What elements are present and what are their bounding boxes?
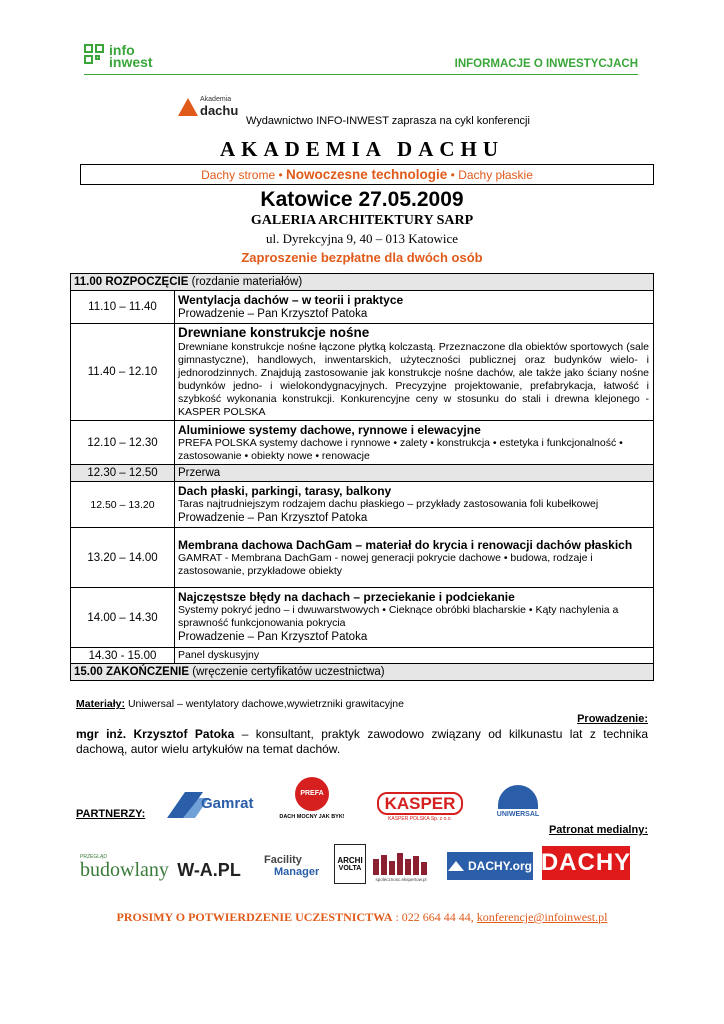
- gamrat-logo: [163, 784, 258, 824]
- event-tagline: [80, 164, 654, 185]
- row-body: GAMRAT - Membrana DachGam - nowej generacji pokrycie dachowe • budowa, rodzaje i zastosowanie, przykładowe obiekty: [178, 551, 593, 577]
- invite-note: Zaproszenie bezpłatne dla dwóch osób: [241, 250, 483, 265]
- info-inwest-logo-icon: [84, 44, 106, 68]
- row-time: 11.40 – 12.10: [71, 324, 175, 421]
- agenda-start-row: [71, 274, 654, 291]
- table-row: [71, 482, 654, 528]
- row-time: 12.30 – 12.50: [71, 465, 175, 482]
- materials-text: Uniwersal – wentylatory dachowe,wywietrzniki grawitacyjne: [127, 698, 404, 710]
- roof-icon: [178, 98, 198, 116]
- logo-akademia: Akademia: [200, 96, 232, 103]
- lecturer-desc: – konsultant, praktyk zawodowo związany od kilkunastu lat z technika dachową, autor wielu artykułów na temat dachów.: [76, 727, 648, 756]
- facility-line2: Manager: [274, 866, 320, 878]
- agenda-end-row: [71, 664, 654, 681]
- prefa-slogan: DACH MOCNY JAK BYK!: [279, 813, 345, 820]
- przeglad-budowlany-logo: [80, 852, 170, 882]
- row-time: 12.50 – 13.20: [71, 482, 175, 528]
- row-time: 14.00 – 14.30: [71, 588, 175, 648]
- start-label: 11.00 ROZPOCZĘCIE: [74, 276, 189, 288]
- lecturer-bio: [76, 727, 648, 757]
- wa-name: W-A.PL: [177, 859, 241, 880]
- house-icon: [448, 861, 464, 871]
- end-label: 15.00 ZAKOŃCZENIE: [74, 666, 190, 678]
- tagline-modern-tech: Nowoczesne technologie: [286, 167, 448, 182]
- partners-label: PARTNERZY:: [76, 808, 146, 820]
- prefa-logo: [276, 772, 348, 824]
- row-lead: Prowadzenie – Pan Krzysztof Patoka: [178, 307, 368, 320]
- row-title: Przerwa: [178, 466, 221, 479]
- table-row: [71, 528, 654, 588]
- archivolta-logo: [334, 844, 366, 884]
- row-title: Aluminiowe systemy dachowe, rynnowe i elewacyjne: [178, 422, 481, 437]
- materials-note: [76, 698, 404, 710]
- row-title: Membrana dachowa DachGam – materiał do krycia i renowacji dachów płaskich: [178, 537, 633, 552]
- section-title: INFORMACJE O INWESTYCJACH: [454, 58, 638, 70]
- akademia-dachu-logo: [178, 96, 238, 124]
- gamrat-name: Gamrat: [201, 795, 254, 812]
- tagline-flat-roofs: Dachy płaskie: [458, 168, 533, 182]
- row-time: 14.30 - 15.00: [71, 648, 175, 664]
- logo-line1: info: [109, 42, 135, 58]
- facility-manager-logo: [256, 850, 326, 882]
- skyline-icon: [371, 853, 431, 875]
- tagline-steep-roofs: Dachy strome: [201, 168, 276, 182]
- row-title: Najczęstsze błędy na dachach – przeciekanie i podciekanie: [178, 590, 515, 604]
- logo-dachu: dachu: [200, 103, 239, 118]
- dachy-name: DACHY: [540, 849, 632, 876]
- address: ul. Dyrekcyjna 9, 40 – 013 Katowice: [265, 231, 459, 246]
- row-title: Dach płaski, parkingi, tarasy, balkony: [178, 483, 392, 498]
- info-inwest-logo: [84, 44, 153, 68]
- gamrat-wing-icon: [163, 784, 258, 824]
- logo-line2: inwest: [109, 54, 153, 70]
- prefa-name: PREFA: [300, 790, 324, 797]
- footer-lead: PROSIMY O POTWIERDZENIE UCZESTNICTWA: [116, 910, 393, 924]
- footer: [0, 910, 724, 925]
- kasper-logo: [372, 792, 468, 822]
- row-title: Panel dyskusyjny: [178, 649, 260, 661]
- archivolta-line2: VOLTA: [338, 865, 362, 872]
- media-patron-label: Patronat medialny:: [548, 824, 648, 836]
- row-time: 11.10 – 11.40: [71, 291, 175, 324]
- row-time: 12.10 – 12.30: [71, 421, 175, 465]
- uniwersal-logo: [488, 781, 548, 821]
- kasper-name: KASPER: [377, 792, 464, 815]
- table-row: [71, 648, 654, 664]
- row-lead: Prowadzenie – Pan Krzysztof Patoka: [178, 631, 368, 643]
- budowlany-name: budowlany: [80, 859, 169, 881]
- row-lead: Prowadzenie – Pan Krzysztof Patoka: [178, 511, 368, 524]
- uniwersal-dome-icon: [498, 785, 538, 809]
- facility-line1: Facility: [264, 854, 302, 866]
- spolecznosc-logo: [370, 850, 432, 884]
- bullet: •: [450, 168, 455, 182]
- table-row: [71, 465, 654, 482]
- prefa-bull-icon: [295, 777, 329, 811]
- spolecznosc-name: spolecznosc.ekspertow.pl: [375, 876, 427, 882]
- uniwersal-name: UNIWERSAL: [496, 810, 540, 818]
- materials-label: Materiały:: [76, 698, 126, 710]
- row-body: Taras najtrudniejszym rodzajem dachu płaskiego – przykłady zastosowania foli kubełkowej: [178, 497, 599, 510]
- dachy-org-name: DACHY.org: [467, 859, 532, 873]
- wa-pl-logo: [174, 858, 244, 882]
- header-divider: [84, 74, 638, 75]
- agenda-table: [70, 273, 654, 681]
- bullet: •: [278, 168, 283, 182]
- table-row: [71, 324, 654, 421]
- end-note: (wręczenie certyfikatów uczestnictwa): [192, 666, 385, 678]
- page-header: [0, 0, 724, 80]
- row-title: Drewniane konstrukcje nośne: [178, 325, 370, 340]
- city-date: Katowice 27.05.2009: [260, 188, 464, 211]
- footer-email-link[interactable]: konferencje@infoinwest.pl: [476, 910, 608, 924]
- table-row: [71, 421, 654, 465]
- table-row: [71, 291, 654, 324]
- lecturer-label: Prowadzenie:: [577, 713, 648, 725]
- start-note: (rozdanie materiałów): [191, 276, 303, 288]
- intro: [178, 96, 578, 132]
- kasper-sub: KASPER POLSKA Sp. z o.o.: [388, 816, 452, 822]
- archivolta-line1: ARCHI: [337, 856, 363, 865]
- row-body: Systemy pokryć jedno – i dwuwarstwowych • Cieknące obróbki blacharskie • Kąty nachylenia a sprawność funkcjonowania pokrycia: [178, 604, 619, 629]
- dachy-org-logo: [447, 852, 533, 880]
- lecturer-name: mgr inż. Krzysztof Patoka: [76, 727, 235, 741]
- footer-phone: : 022 664 44 44,: [395, 910, 474, 924]
- event-title: AKADEMIA DACHU: [219, 137, 505, 161]
- budowlany-top: PRZEGLĄD: [80, 854, 107, 860]
- venue: GALERIA ARCHITEKTURY SARP: [250, 213, 474, 228]
- row-body: PREFA POLSKA systemy dachowe i rynnowe • zalety • konstrukcja • estetyka i funkcjonalność • zastosowanie • obiekty nowe • renowacje: [178, 436, 623, 462]
- row-body: Drewniane konstrukcje nośne łączone płytką kolczastą. Przeznaczone dla obiektów sportowych (sale gimnastyczne), handlowych, inwentarskich, użyteczności publicznej oraz budynków wielo- i jednorodzinnych. Znajdują zastosowanie jak konstrukcje nośne dachów, ale także jako ściany nośne budynków jedno- i wielokondygnacyjnych. Precyzyjne projektowanie, prefabrykacja, łatwość i szybkość wykonania konstrukcji. Konkurencyjne ceny w stosunku do stali i drewna klejonego - KASPER POLSKA: [178, 341, 649, 418]
- table-row: [71, 588, 654, 648]
- intro-text: Wydawnictwo INFO-INWEST zaprasza na cykl konferencji: [246, 115, 530, 127]
- row-time: 13.20 – 14.00: [71, 528, 175, 588]
- dachy-logo: [542, 846, 630, 880]
- row-title: Wentylacja dachów – w teorii i praktyce: [178, 292, 404, 307]
